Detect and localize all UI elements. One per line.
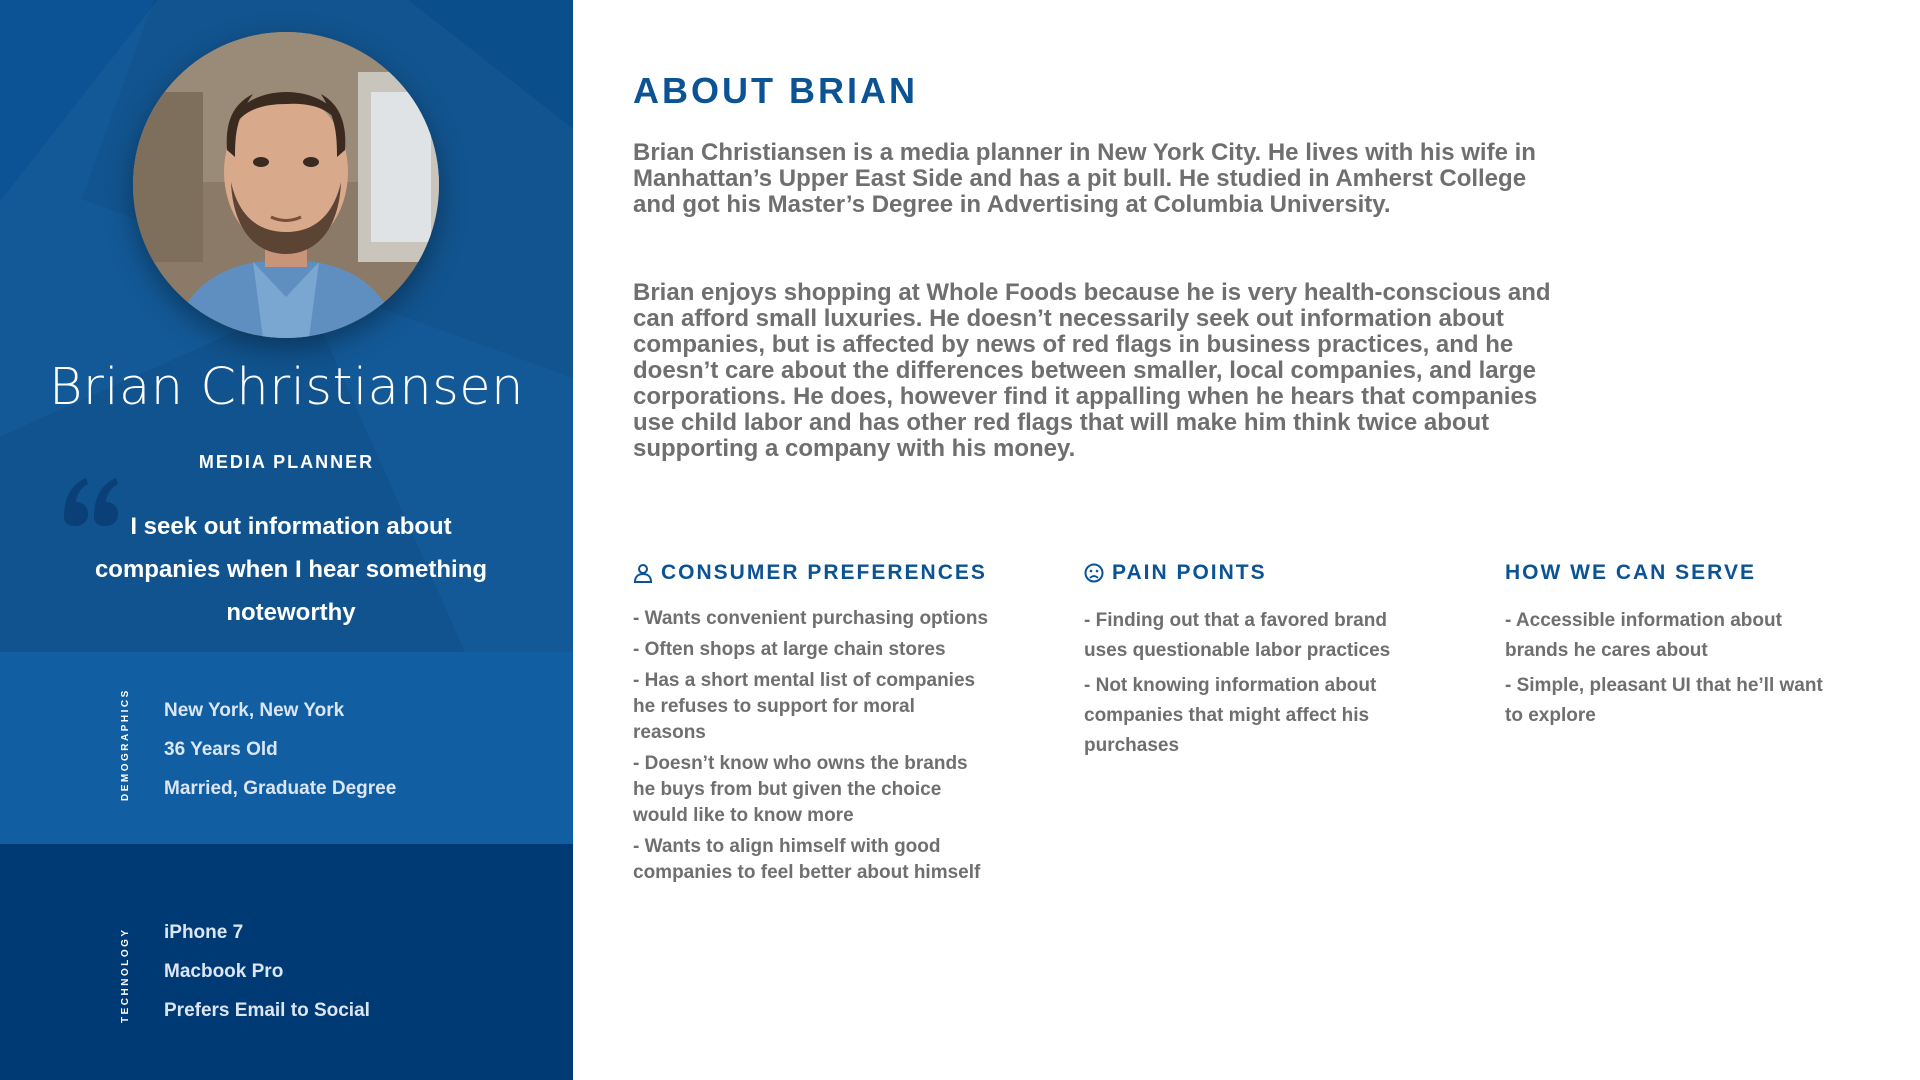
- technology-item: Prefers Email to Social: [164, 1000, 370, 1021]
- list-item: - Not knowing information about companies that might affect his purchases: [1084, 675, 1377, 756]
- list-item: - Accessible information about brands he cares about: [1505, 610, 1782, 661]
- list-item: - Often shops at large chain stores: [633, 639, 946, 660]
- how-we-can-serve-section: [1505, 558, 1835, 736]
- list-item: - Simple, pleasant UI that he’ll want to explore: [1505, 675, 1823, 726]
- about-title: ABOUT BRIAN: [633, 70, 918, 111]
- persona-quote: I seek out information about companies when I hear something noteworthy: [94, 513, 488, 626]
- list-item: - Doesn’t know who owns the brands he buys from but given the choice would like to know more: [633, 753, 968, 826]
- demographics-item: 36 Years Old: [164, 739, 278, 760]
- technology-label: TECHNOLOGY: [120, 927, 131, 1023]
- pain-points-list: [1084, 606, 1414, 761]
- about-paragraph: Brian enjoys shopping at Whole Foods because he is very health-conscious and can afford small luxuries. He doesn’t necessarily seek out information about companies, but is affected by news of red flags in business practices, and he doesn’t care about the differences between smaller, local companies, and large corporations. He does, however find it appalling when he hears that companies use child labor and has other red flags that will make him think twice about supporting a company with his money.: [633, 279, 1551, 462]
- pain-points-section: [1084, 558, 1414, 766]
- pain-points-title: PAIN POINTS: [1112, 561, 1267, 584]
- persona-name: Brian Christiansen: [49, 358, 524, 417]
- demographics-item: Married, Graduate Degree: [164, 778, 397, 799]
- how-we-can-serve-title: HOW WE CAN SERVE: [1505, 561, 1756, 584]
- demographics-section: [0, 652, 573, 844]
- person-icon: [633, 563, 653, 583]
- list-item: - Wants to align himself with good companies to feel better about himself: [633, 836, 981, 883]
- profile-card: [0, 0, 573, 652]
- consumer-preferences-section: [633, 558, 993, 891]
- demographics-label: DEMOGRAPHICS: [120, 688, 131, 801]
- technology-list: [164, 913, 370, 1030]
- list-item: - Finding out that a favored brand uses questionable labor practices: [1084, 610, 1391, 661]
- demographics-list: [164, 691, 396, 808]
- consumer-preferences-list: [633, 606, 993, 886]
- how-we-can-serve-list: [1505, 606, 1835, 731]
- list-item: - Wants convenient purchasing options: [633, 608, 989, 629]
- technology-item: iPhone 7: [164, 922, 244, 943]
- technology-section: [0, 844, 573, 1080]
- sad-face-icon: [1084, 563, 1104, 583]
- about-paragraph: Brian Christiansen is a media planner in New York City. He lives with his wife in Manhattan’s Upper East Side and has a pit bull. He studied in Amherst College and got his Master’s Degree in Advertising at Columbia University.: [633, 139, 1536, 218]
- persona-role: MEDIA PLANNER: [198, 452, 375, 472]
- list-item: - Has a short mental list of companies he refuses to support for moral reasons: [633, 670, 976, 743]
- technology-item: Macbook Pro: [164, 961, 284, 982]
- persona-sidebar: [0, 0, 573, 1080]
- avatar: [133, 32, 439, 338]
- consumer-preferences-title: CONSUMER PREFERENCES: [661, 561, 987, 584]
- demographics-item: New York, New York: [164, 700, 345, 721]
